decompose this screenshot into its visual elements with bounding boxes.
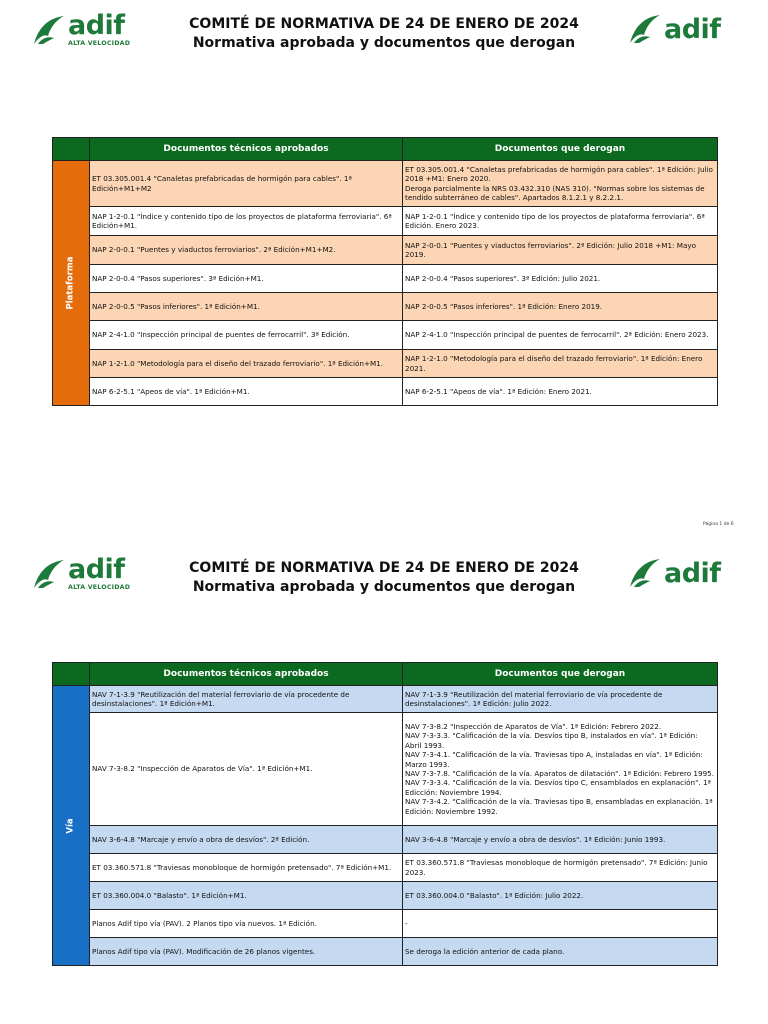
table-row <box>53 161 718 207</box>
cell-repealed: Se deroga la edición anterior de cada plano. <box>403 938 718 966</box>
table-row <box>53 207 718 236</box>
cell-repealed: NAP 1-2-0.1 "Índice y contenido tipo de los proyectos de plataforma ferroviaria". 6ª Edición. Enero 2023. <box>403 207 718 236</box>
adif-subtitle: ALTA VELOCIDAD <box>68 584 131 591</box>
cell-approved: NAP 2-4-1.0 "Inspección principal de puentes de ferrocarril". 3ª Edición. <box>90 321 403 350</box>
cell-repealed: - <box>403 910 718 938</box>
table-row <box>53 854 718 882</box>
cell-approved: ET 03.305.001.4 "Canaletas prefabricadas de hormigón para cables". 1ª Edición+M1+M2 <box>90 161 403 207</box>
header-repealed: Documentos que derogan <box>403 138 718 161</box>
table-row <box>53 686 718 713</box>
cell-approved: ET 03.360.571.8 "Traviesas monobloque de hormigón pretensado". 7ª Edición+M1. <box>90 854 403 882</box>
cell-approved: NAV 7-3-8.2 "Inspección de Aparatos de Vía". 1ª Edición+M1. <box>90 713 403 826</box>
cell-repealed: ET 03.305.001.4 "Canaletas prefabricadas de hormigón para cables". 1ª Edición: Julio 2018 +M1: Enero 2020. Deroga parcialmente la NRS 03.432.310 (NAS 310). "Normas sobre los sistemas de tendido subterráneo de cables". Apartados 8.1.2.1 y 8.2.2.1. <box>403 161 718 207</box>
cell-approved: Planos Adif tipo vía (PAV). 2 Planos tipo vía nuevos. 1ª Edición. <box>90 910 403 938</box>
plataforma-table <box>52 137 718 406</box>
cell-approved: ET 03.360.004.0 "Balasto". 1ª Edición+M1. <box>90 882 403 910</box>
cell-approved: Planos Adif tipo vía (PAV). Modificación de 26 planos vigentes. <box>90 938 403 966</box>
page-title: COMITÉ DE NORMATIVA DE 24 DE ENERO DE 2024 <box>189 560 579 576</box>
cell-repealed: ET 03.360.004.0 "Balasto". 1ª Edición: Julio 2022. <box>403 882 718 910</box>
adif-wordmark: adif <box>664 13 721 45</box>
page-title: COMITÉ DE NORMATIVA DE 24 DE ENERO DE 2024 <box>189 16 579 32</box>
adif-wordmark: adif <box>68 10 125 41</box>
cell-approved: NAP 6-2-5.1 "Apeos de vía". 1ª Edición+M1. <box>90 378 403 406</box>
header-repealed: Documentos que derogan <box>403 663 718 686</box>
page-title-block <box>0 15 768 53</box>
cell-repealed: NAV 3-6-4.8 "Marcaje y envío a obra de desvíos". 1ª Edición: Junio 1993. <box>403 826 718 854</box>
table-row <box>53 713 718 826</box>
section-via <box>53 686 90 966</box>
table-row <box>53 265 718 293</box>
table-row <box>53 293 718 321</box>
adif-wordmark: adif <box>664 557 721 589</box>
table-row <box>53 378 718 406</box>
cell-repealed: NAP 2-4-1.0 "Inspección principal de puentes de ferrocarril". 2ª Edición: Enero 2023. <box>403 321 718 350</box>
page-number: Página 1 de 6 <box>703 522 734 527</box>
page-subtitle: Normativa aprobada y documentos que derogan <box>192 35 576 51</box>
adif-subtitle: ALTA VELOCIDAD <box>68 40 131 47</box>
cell-approved: NAP 2-0-0.5 "Pasos inferiores". 1ª Edición+M1. <box>90 293 403 321</box>
table-row <box>53 938 718 966</box>
page-title-block <box>0 559 768 597</box>
table-header <box>53 138 718 161</box>
cell-repealed: ET 03.360.571.8 "Traviesas monobloque de hormigón pretensado". 7ª Edición: Junio 2023. <box>403 854 718 882</box>
cell-approved: NAV 3-6-4.8 "Marcaje y envío a obra de desvíos". 2ª Edición. <box>90 826 403 854</box>
cell-repealed: NAP 2-0-0.4 "Pasos superiores". 3ª Edición: Julio 2021. <box>403 265 718 293</box>
section-plataforma <box>53 161 90 406</box>
header-approved: Documentos técnicos aprobados <box>90 138 403 161</box>
cell-repealed: NAV 7-1-3.9 "Reutilización del material ferroviario de vía procedente de desinstalaciones". 1ª Edición: Julio 2022. <box>403 686 718 713</box>
table-header <box>53 663 718 686</box>
cell-approved: NAP 1-2-1.0 "Metodología para el diseño del trazado ferroviario". 1ª Edición+M1. <box>90 350 403 378</box>
header-corner <box>53 663 90 686</box>
table-row <box>53 236 718 265</box>
page-subtitle: Normativa aprobada y documentos que derogan <box>192 579 576 595</box>
table-row <box>53 882 718 910</box>
cell-repealed: NAP 6-2-5.1 "Apeos de vía". 1ª Edición: Enero 2021. <box>403 378 718 406</box>
cell-repealed: NAP 1-2-1.0 "Metodología para el diseño del trazado ferroviario". 1ª Edición: Enero 2021. <box>403 350 718 378</box>
cell-approved: NAV 7-1-3.9 "Reutilización del material ferroviario de vía procedente de desinstalaciones". 1ª Edición+M1. <box>90 686 403 713</box>
cell-approved: NAP 2-0-0.1 "Puentes y viaductos ferroviarios". 2ª Edición+M1+M2. <box>90 236 403 265</box>
via-table <box>52 662 718 966</box>
cell-approved: NAP 1-2-0.1 "Índice y contenido tipo de los proyectos de plataforma ferroviaria". 6ª Edición+M1. <box>90 207 403 236</box>
header-approved: Documentos técnicos aprobados <box>90 663 403 686</box>
cell-approved: NAP 2-0-0.4 "Pasos superiores". 3ª Edición+M1. <box>90 265 403 293</box>
cell-repealed: NAP 2-0-0.1 "Puentes y viaductos ferroviarios". 2ª Edición: Julio 2018 +M1: Mayo 2019. <box>403 236 718 265</box>
table-row <box>53 910 718 938</box>
table-row <box>53 826 718 854</box>
cell-repealed: NAV 7-3-8.2 "Inspección de Aparatos de Vía". 1ª Edición: Febrero 2022. NAV 7-3-3.3. "Calificación de la vía. Desvíos tipo B, instalados en vía". 1ª Edición: Abril 1993. NAV 7-3-4.1. "Calificación de la vía. Traviesas tipo A, instaladas en vía". 1ª Edición: Marzo 1993. NAV 7-3-7.8. "Calificación de la vía. Aparatos de dilatación". 1ª Edición: Febrero 1995. NAV 7-3-3.4. "Calificación de la vía. Desvíos tipo C, ensamblados en explanación". 1ª Edicción: Noviembre 1994. NAV 7-3-4.2. "Calificación de la vía. Traviesas tipo B, ensambladas en explanación. 1ª Edición: Noviembre 1992. <box>403 713 718 826</box>
adif-wordmark: adif <box>68 554 125 585</box>
section-label: Vía <box>65 817 76 834</box>
section-label: Plataforma <box>65 256 76 310</box>
cell-repealed: NAP 2-0-0.5 "Pasos inferiores". 1ª Edición: Enero 2019. <box>403 293 718 321</box>
header-corner <box>53 138 90 161</box>
table-row <box>53 350 718 378</box>
table-row <box>53 321 718 350</box>
